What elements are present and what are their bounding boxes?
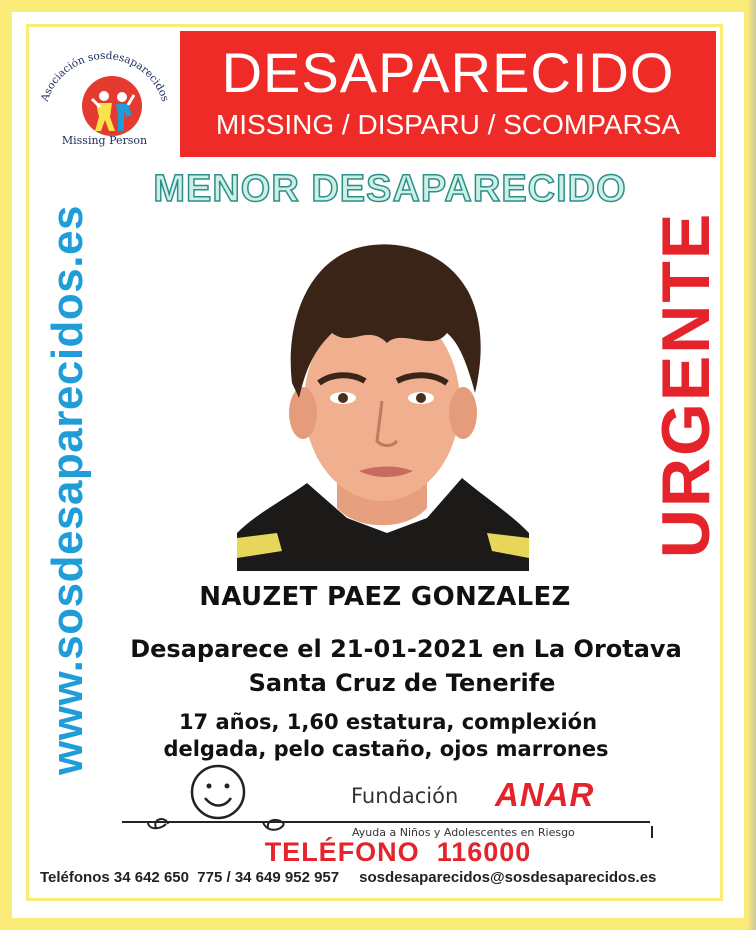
- disappearance-region: Santa Cruz de Tenerife: [248, 669, 556, 697]
- website-vertical-text: www.sosdesaparecidos.es: [43, 205, 92, 775]
- description-line-2: delgada, pelo castaño, ojos marrones: [163, 737, 609, 761]
- urgent-vertical-text: URGENTE: [648, 211, 724, 559]
- footer-email: sosdesaparecidos@sosdesaparecidos.es: [359, 869, 657, 886]
- description-line-1: 17 años, 1,60 estatura, complexión: [178, 710, 598, 734]
- anar-name: ANAR: [495, 776, 595, 813]
- fundacion-label: Fundación: [351, 784, 459, 808]
- footer-phones: Teléfonos 34 642 650 775 / 34 649 952 957: [40, 869, 340, 886]
- banner-menor: MENOR DESAPARECIDO: [153, 168, 627, 210]
- title-box: [180, 31, 716, 157]
- disappearance-date-place: Desaparece el 21-01-2021 en La Orotava: [130, 635, 682, 663]
- title: DESAPARECIDO: [221, 41, 675, 104]
- anar-phone: TELÉFONO 116000: [264, 837, 532, 867]
- association-logo: [32, 30, 177, 155]
- person-name: NAUZET PAEZ GONZALEZ: [199, 582, 571, 612]
- anar-tagline: Ayuda a Niños y Adolescentes en Riesgo: [352, 826, 575, 839]
- missing-person-logo-icon: [90, 87, 136, 133]
- person-photo: [237, 233, 529, 571]
- edge-shadow: [748, 0, 756, 930]
- logo-caption: Missing Person: [61, 134, 148, 147]
- subtitle: MISSING / DISPARU / SCOMPARSA: [215, 109, 681, 140]
- svg-text:Asociación sosdesaparecidos: Asociación sosdesaparecidos: [38, 49, 172, 104]
- footer-contacts: [40, 869, 730, 886]
